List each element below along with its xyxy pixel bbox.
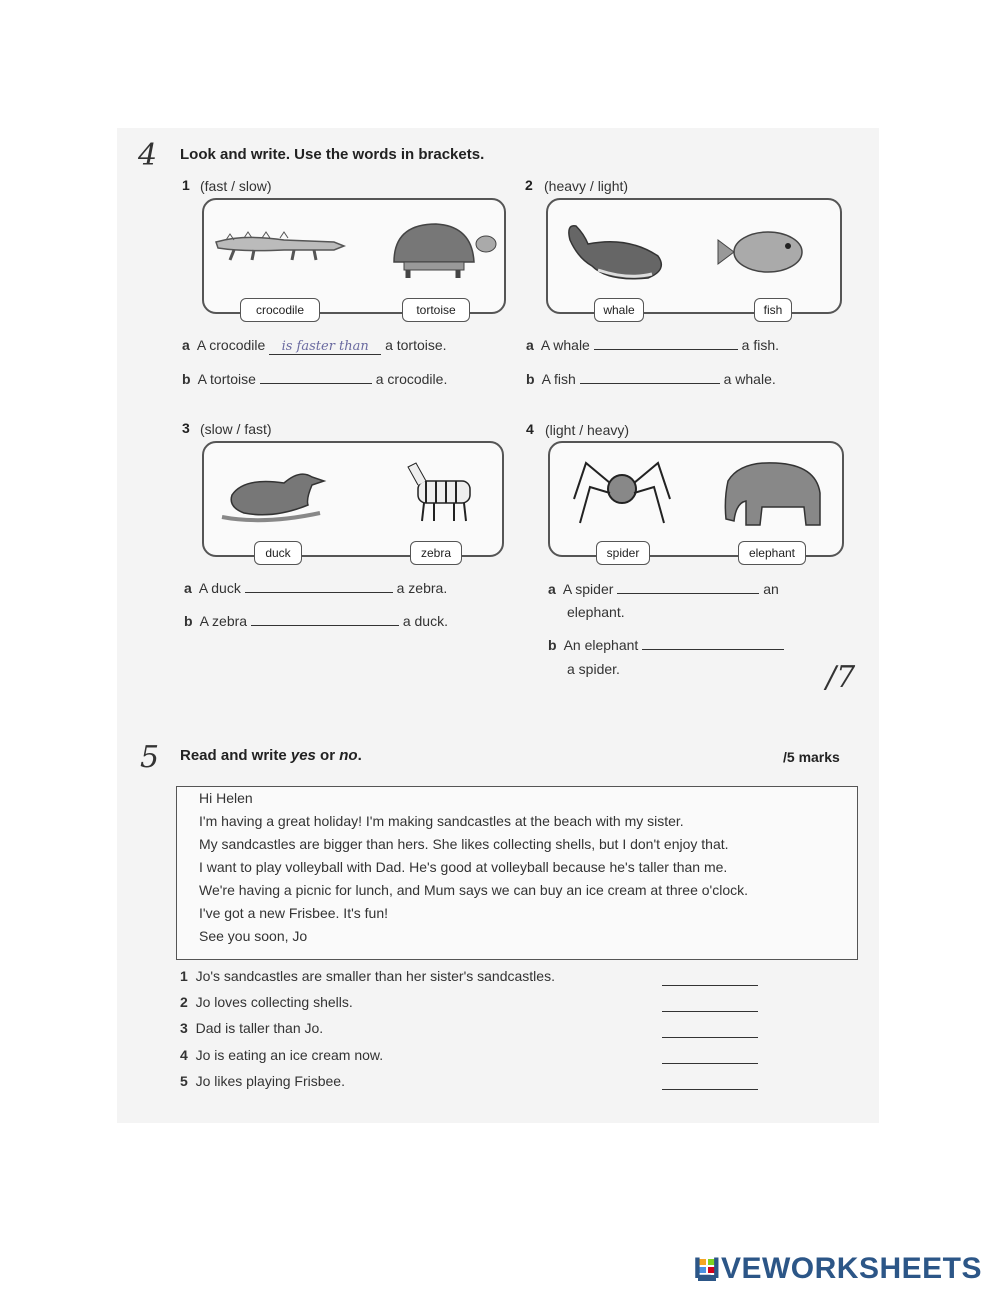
exercise-4-score: /7 — [826, 660, 856, 695]
liveworksheets-brand[interactable]: LIVEWORKSHEETS — [693, 1252, 982, 1285]
whale-fish-illustration — [548, 200, 840, 312]
item-2a-end: a fish. — [741, 337, 779, 353]
item-4a-letter: a — [548, 581, 556, 597]
answer-field-q3[interactable] — [662, 1037, 758, 1038]
exercise-5-title-or: or — [315, 747, 340, 764]
question-row — [180, 968, 555, 984]
letter-line: I've got a new Frisbee. It's fun! — [199, 905, 388, 921]
question-text: Jo is eating an ice cream now. — [195, 1047, 384, 1063]
letter-line: We're having a picnic for lunch, and Mum says we can buy an ice cream at three o'clock. — [199, 882, 749, 898]
item-4a-answer-field[interactable] — [617, 593, 759, 594]
item-1a-answer: is faster than — [281, 339, 369, 354]
label-whale: whale — [594, 298, 644, 322]
item-1-number: 1 — [182, 177, 190, 193]
item-2b-start: A fish — [541, 371, 576, 387]
item-4b-sentence — [548, 637, 784, 653]
item-4b-start: An elephant — [563, 637, 639, 653]
item-1a-answer-field[interactable] — [269, 337, 381, 355]
item-2a-answer-field[interactable] — [594, 349, 738, 350]
item-4-words: (light / heavy) — [545, 422, 630, 438]
crocodile-tortoise-illustration — [204, 200, 504, 312]
item-4b-answer-field[interactable] — [642, 649, 784, 650]
item-2a-letter: a — [526, 337, 534, 353]
letter-line: My sandcastles are bigger than hers. She likes collecting shells, but I don't enjoy that. — [199, 836, 729, 852]
label-elephant: elephant — [738, 541, 806, 565]
item-2-words: (heavy / light) — [544, 178, 629, 194]
item-1-picture-panel — [202, 198, 506, 317]
item-2b-letter: b — [526, 371, 535, 387]
label-duck: duck — [254, 541, 302, 565]
question-text: Jo likes playing Frisbee. — [195, 1073, 345, 1089]
item-3b-sentence — [184, 613, 448, 629]
item-4-number: 4 — [526, 421, 534, 437]
item-3b-start: A zebra — [199, 613, 248, 629]
fish-icon — [718, 232, 802, 272]
question-number: 5 — [180, 1073, 188, 1089]
item-2b-sentence — [526, 371, 776, 387]
letter-line: I'm having a great holiday! I'm making sandcastles at the beach with my sister. — [199, 813, 684, 829]
label-crocodile: crocodile — [240, 298, 320, 322]
duck-zebra-illustration — [204, 443, 502, 555]
question-number: 2 — [180, 994, 188, 1010]
item-4b-continuation: a spider. — [567, 661, 620, 677]
zebra-icon — [408, 463, 470, 521]
exercise-5-title-end: . — [357, 747, 362, 764]
exercise-5-title — [180, 747, 362, 764]
question-text: Jo loves collecting shells. — [195, 994, 353, 1010]
exercise-4-title: Look and write. Use the words in brackets. — [180, 146, 485, 163]
answer-field-q5[interactable] — [662, 1089, 758, 1090]
label-tortoise: tortoise — [402, 298, 470, 322]
item-4-picture-panel — [548, 441, 844, 560]
item-2a-start: A whale — [540, 337, 590, 353]
answer-field-q2[interactable] — [662, 1011, 758, 1012]
item-3a-letter: a — [184, 580, 192, 596]
item-3a-end: a zebra. — [396, 580, 448, 596]
question-number: 3 — [180, 1020, 188, 1036]
question-text: Dad is taller than Jo. — [195, 1020, 324, 1036]
item-2-number: 2 — [525, 177, 533, 193]
item-4a-end: an — [763, 581, 779, 597]
answer-field-q4[interactable] — [662, 1063, 758, 1064]
question-number: 4 — [180, 1047, 188, 1063]
spider-elephant-illustration — [550, 443, 842, 555]
item-1-words: (fast / slow) — [200, 178, 272, 194]
item-2b-answer-field[interactable] — [580, 383, 720, 384]
item-1b-letter: b — [182, 371, 191, 387]
item-1a-start: A crocodile — [196, 337, 266, 353]
question-row — [180, 994, 353, 1010]
question-row — [180, 1047, 383, 1063]
exercise-5-number: 5 — [140, 740, 160, 775]
item-1a-sentence — [182, 337, 447, 355]
answer-field-q1[interactable] — [662, 985, 758, 986]
item-2-picture-panel — [546, 198, 842, 317]
duck-icon — [222, 474, 324, 520]
item-3b-end: a duck. — [402, 613, 448, 629]
exercise-5-marks: /5 marks — [783, 749, 840, 765]
whale-icon — [569, 226, 661, 279]
label-fish: fish — [754, 298, 792, 322]
item-1b-end: a crocodile. — [375, 371, 448, 387]
crocodile-icon — [216, 232, 344, 260]
elephant-icon — [725, 463, 820, 525]
tortoise-icon — [394, 224, 496, 278]
item-3-number: 3 — [182, 420, 190, 436]
item-3b-answer-field[interactable] — [251, 625, 399, 626]
item-3-words: (slow / fast) — [200, 421, 272, 437]
exercise-5-title-start: Read and write — [180, 747, 291, 764]
item-3a-sentence — [184, 580, 447, 596]
item-4a-start: A spider — [562, 581, 614, 597]
letter-text — [199, 787, 748, 948]
item-3-picture-panel — [202, 441, 504, 560]
item-1a-letter: a — [182, 337, 190, 353]
item-4b-letter: b — [548, 637, 557, 653]
label-spider: spider — [596, 541, 650, 565]
item-3a-start: A duck — [198, 580, 241, 596]
item-2b-end: a whale. — [723, 371, 776, 387]
item-4a-sentence — [548, 581, 779, 597]
letter-line: See you soon, Jo — [199, 928, 308, 944]
letter-box — [176, 786, 858, 960]
item-1b-sentence — [182, 371, 447, 387]
item-1b-start: A tortoise — [197, 371, 256, 387]
label-zebra: zebra — [410, 541, 462, 565]
letter-line: I want to play volleyball with Dad. He's good at volleyball because he's taller than me. — [199, 859, 728, 875]
exercise-4-number: 4 — [138, 138, 158, 173]
item-3a-answer-field[interactable] — [245, 592, 393, 593]
question-row — [180, 1020, 323, 1036]
exercise-5-title-yes: yes — [290, 747, 316, 764]
letter-line: Hi Helen — [199, 790, 253, 806]
item-1a-end: a tortoise. — [385, 337, 447, 353]
question-number: 1 — [180, 968, 188, 984]
exercise-5-title-no: no — [339, 747, 358, 764]
item-2a-sentence — [526, 337, 779, 353]
item-3b-letter: b — [184, 613, 193, 629]
spider-icon — [574, 463, 670, 523]
item-4a-continuation: elephant. — [567, 604, 625, 620]
question-text: Jo's sandcastles are smaller than her sister's sandcastles. — [195, 968, 555, 984]
item-1b-answer-field[interactable] — [260, 383, 372, 384]
question-row — [180, 1073, 345, 1089]
